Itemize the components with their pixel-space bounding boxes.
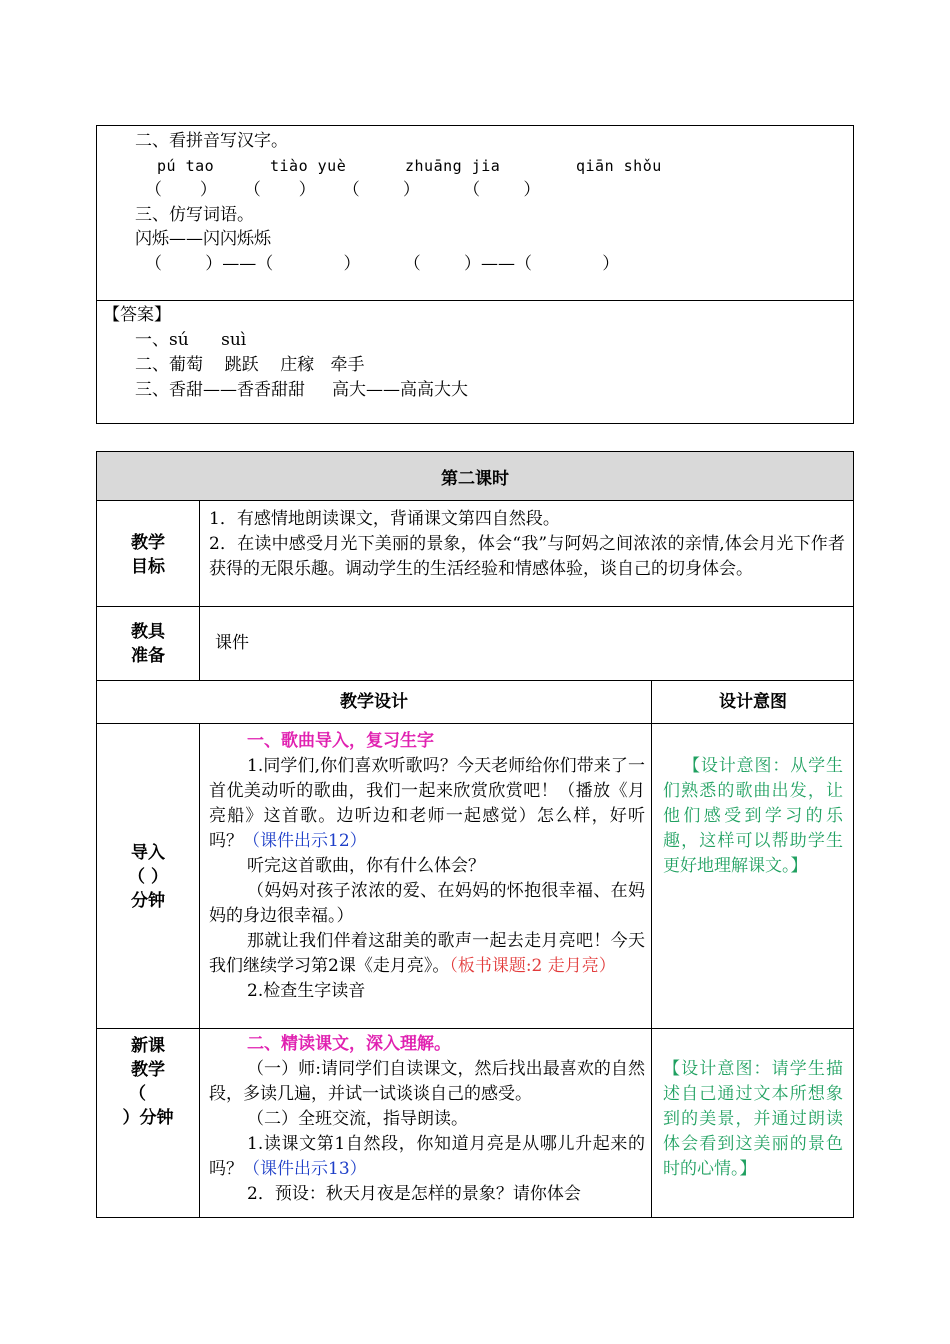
intro-paragraph-3: （妈妈对孩子浓浓的爱、在妈妈的怀抱很幸福、在妈妈的身边很幸福。） [209,881,645,926]
column-divider [199,500,200,680]
answer-title: 【答案】 [103,305,171,325]
lesson-plan-table [96,451,854,1218]
design-column-header: 教学设计 [340,692,408,712]
newlesson-paragraph-1: （一）师:请同学们自读课文，然后找出最喜欢的自然段，多读几遍，并试一试谈谈自己的感受。 [209,1059,645,1104]
row-divider [97,500,853,501]
tools-label-text: 教具准备 [131,622,165,666]
pinyin-3: zhuāng jia [405,157,501,175]
courseware-note: （课件出示12） [243,831,367,851]
tools-value: 课件 [215,633,249,653]
intro-label-a: 导入 [131,843,165,863]
pinyin-4: qiān shǒu [576,157,662,175]
question-2-title: 二、看拼音写汉字。 [135,131,288,151]
intro-content [209,729,645,1004]
intro-paragraph-5: 2.检查生字读音 [247,981,366,1001]
answer-line-1: 一、sú suì [135,330,247,350]
newlesson-p3-text: 1.读课文第1自然段，你知道月亮是从哪儿升起来的吗？ [209,1134,645,1179]
row-divider [97,606,853,607]
goal-2: 2．在读中感受月光下美丽的景象，体会“我”与阿妈之间浓浓的亲情,体会月光下作者获得的无限乐趣。调动学生的生活经验和情感体验，谈自己的切身体会。 [209,534,845,579]
column-divider [651,680,652,1217]
newlesson-label-a: 新课 [131,1036,165,1056]
answer-line-2: 二、葡萄 跳跃 庄稼 牵手 [135,355,365,375]
example-words: 闪烁——闪闪烁烁 [135,229,271,249]
intent-column-header: 设计意图 [719,692,787,712]
row-divider [97,723,853,724]
newlesson-label [97,1034,199,1130]
newlesson-paragraph-4: 2．预设：秋天月夜是怎样的景象？请你体会 [247,1184,581,1204]
lesson-title: 第二课时 [97,452,853,500]
pinyin-2: tiào yuè [270,157,347,175]
intro-p4-text: 那就让我们伴着这甜美的歌声一起去走月亮吧！今天我们继续学习第2课《走月亮》。 [209,931,645,976]
pinyin-1: pú tao [157,157,215,175]
imitate-blanks-row: （ ）——（ ） （ ）——（ ） [145,254,620,274]
goals-label-text: 教学目标 [131,533,165,577]
answer-line-3: 三、香甜——香香甜甜 高大——高高大大 [135,380,469,400]
newlesson-label-b: 教学 [131,1060,165,1080]
newlesson-label-c: （ [129,1084,146,1104]
newlesson-paragraph-3 [209,1132,645,1182]
intro-paragraph-1 [209,754,645,854]
intro-p1-text: 1.同学们,你们喜欢听歌吗？今天老师给你们带来了一首优美动听的歌曲，我们一起来欣赏欣赏吧！（播放《月亮船》这首歌。边听边和老师一起感觉）怎么样，好听吗？ [209,756,645,851]
newlesson-heading: 二、精读课文，深入理解。 [247,1034,451,1054]
goals-label [97,531,199,579]
section-divider [97,300,853,301]
intro-label-c: 分钟 [131,891,165,911]
newlesson-content [209,1032,645,1207]
intro-paragraph-4 [209,929,645,979]
intro-label-b: （ ） [128,867,168,887]
intro-label [97,841,199,913]
blackboard-note: （板书课题:2 走月亮） [449,956,616,976]
intro-intent: 【设计意图：从学生们熟悉的歌曲出发，让他们感受到学习的乐趣，这样可以帮助学生更好地理解课文。】 [663,756,843,876]
newlesson-paragraph-2: （二）全班交流，指导朗读。 [247,1109,468,1129]
question-3-title: 三、仿写词语。 [135,205,254,225]
intro-paragraph-2: 听完这首歌曲，你有什么体会？ [247,856,485,876]
intro-heading: 一、歌曲导入，复习生字 [247,731,434,751]
newlesson-intent: 【设计意图：请学生描述自己通过文本所想象到的美景，并通过朗读体会看到这美丽的景色时的心情。】 [663,1059,843,1179]
goal-1: 1．有感情地朗读课文，背诵课文第四自然段。 [209,509,560,529]
exercise-box [96,125,854,424]
column-divider [199,723,200,1217]
tools-label [97,620,199,668]
courseware-note: （课件出示13） [243,1159,367,1179]
answer-blanks-row: （ ） （ ） （ ） （ ） [145,180,541,200]
row-divider [97,1028,853,1029]
newlesson-label-d: ）分钟 [122,1108,174,1128]
